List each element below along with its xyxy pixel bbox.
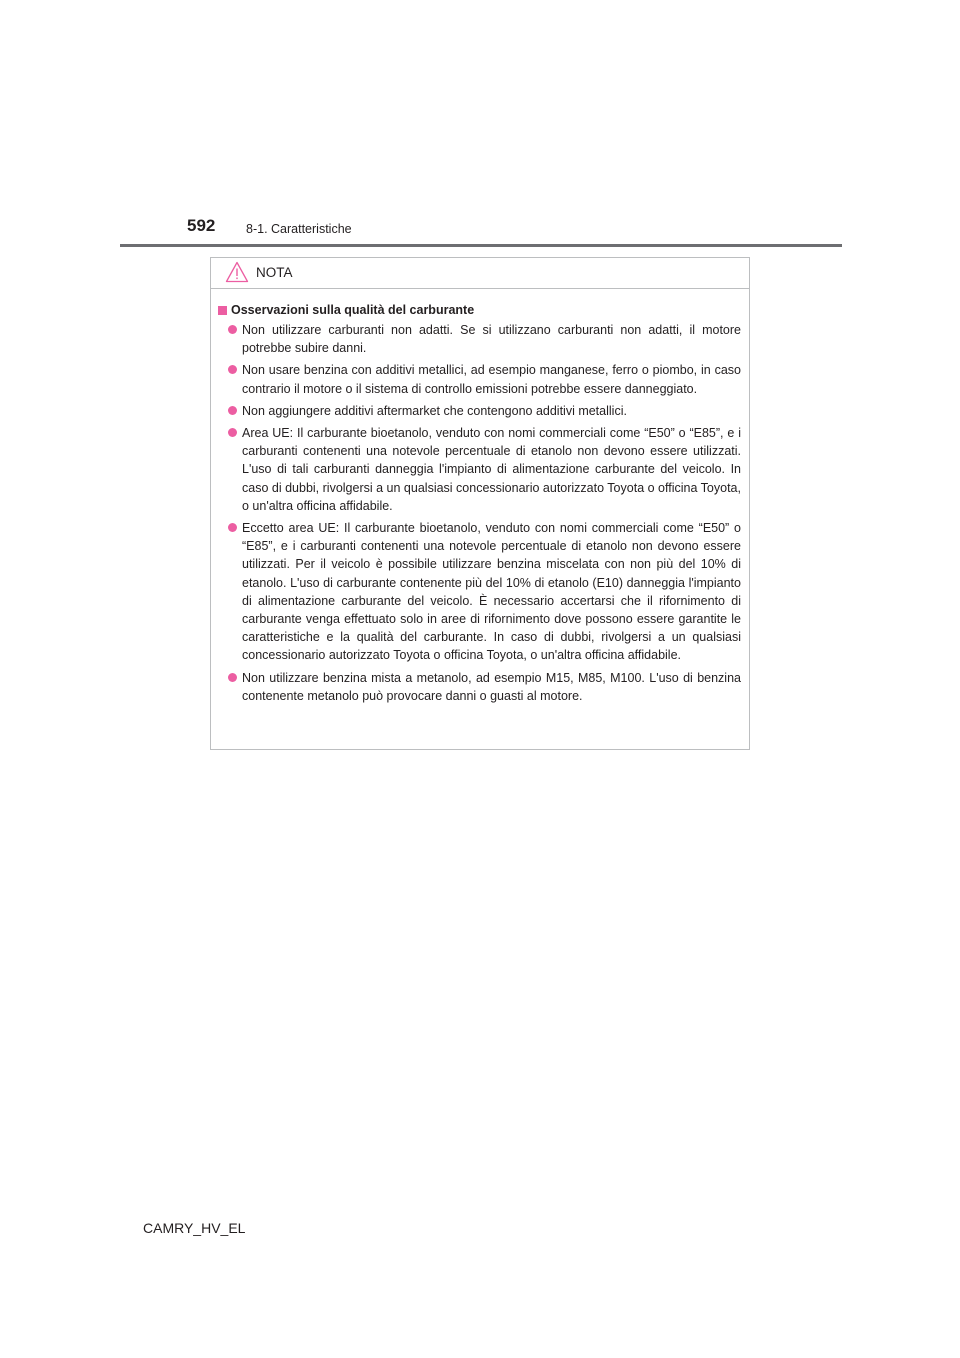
list-item [218,669,741,705]
notice-box [210,257,750,750]
notice-header [211,258,749,289]
list-item [218,361,741,397]
circle-bullet-icon [228,673,237,682]
list-item-text: Non utilizzare carburanti non adatti. Se si utilizzano carburanti non adatti, il motore potrebbe subire danni. [242,323,741,356]
list-item [218,321,741,357]
list-item-text: Non usare benzina con additivi metallici, ad esempio manganese, ferro o piombo, in caso contrario il motore o il sistema di controllo emissioni potrebbe essere danneggiato. [242,363,741,396]
notice-label: NOTA [256,265,293,280]
warning-triangle-icon [225,261,249,283]
list-item-text: Non utilizzare benzina mista a metanolo, ad esempio M15, M85, M100. L'uso di benzina contenente metanolo può provocare danni o guasti al motore. [242,670,741,703]
list-item-text: Non aggiungere additivi aftermarket che contengono additivi metallici. [242,403,627,418]
notice-subtitle [218,301,741,319]
circle-bullet-icon [228,428,237,437]
page-number: 592 [187,216,216,235]
notice-body [211,289,749,705]
circle-bullet-icon [228,523,237,532]
list-item [218,519,741,665]
circle-bullet-icon [228,365,237,374]
list-item [218,424,741,515]
square-bullet-icon [218,306,227,315]
circle-bullet-icon [228,325,237,334]
list-item-text: Area UE: Il carburante bioetanolo, venduto con nomi commerciali come “E50” o “E85”, e i carburanti contenenti una notevole percentuale di etanolo non devono essere utilizzati. L'uso di tali carburanti danneggia l'impianto di alimentazione carburante del veicolo. In caso di dubbi, rivolgersi a un qualsiasi concessionario autorizzato Toyota o officina Toyota, o un'altra officina affidabile. [242,426,741,513]
list-item [218,402,741,420]
footer-code: CAMRY_HV_EL [143,1220,246,1236]
circle-bullet-icon [228,406,237,415]
list-item-text: Eccetto area UE: Il carburante bioetanolo, venduto con nomi commerciali come “E50” o “E85”, e i carburanti contenenti una notevole percentuale di etanolo non devono essere utilizzati. Per il veicolo è possibile utilizzare benzina miscelata con non più del 10% di etanolo. L'uso di carburante contenente più del 10% di etanolo (E10) danneggia l'impianto di alimentazione carburante del veicolo. È necessario accertarsi che il rifornimento di carburante venga effettuato solo in aree di rifornimento dove possono essere garantite le caratteristiche e la qualità del carburante. In caso di dubbi, rivolgersi a un qualsiasi concessionario autorizzato Toyota o officina Toyota, o un'altra officina affidabile. [242,521,741,663]
section-title: 8-1. Caratteristiche [246,222,352,236]
notice-subtitle-text: Osservazioni sulla qualità del carburante [231,303,475,317]
header-rule [120,244,842,247]
